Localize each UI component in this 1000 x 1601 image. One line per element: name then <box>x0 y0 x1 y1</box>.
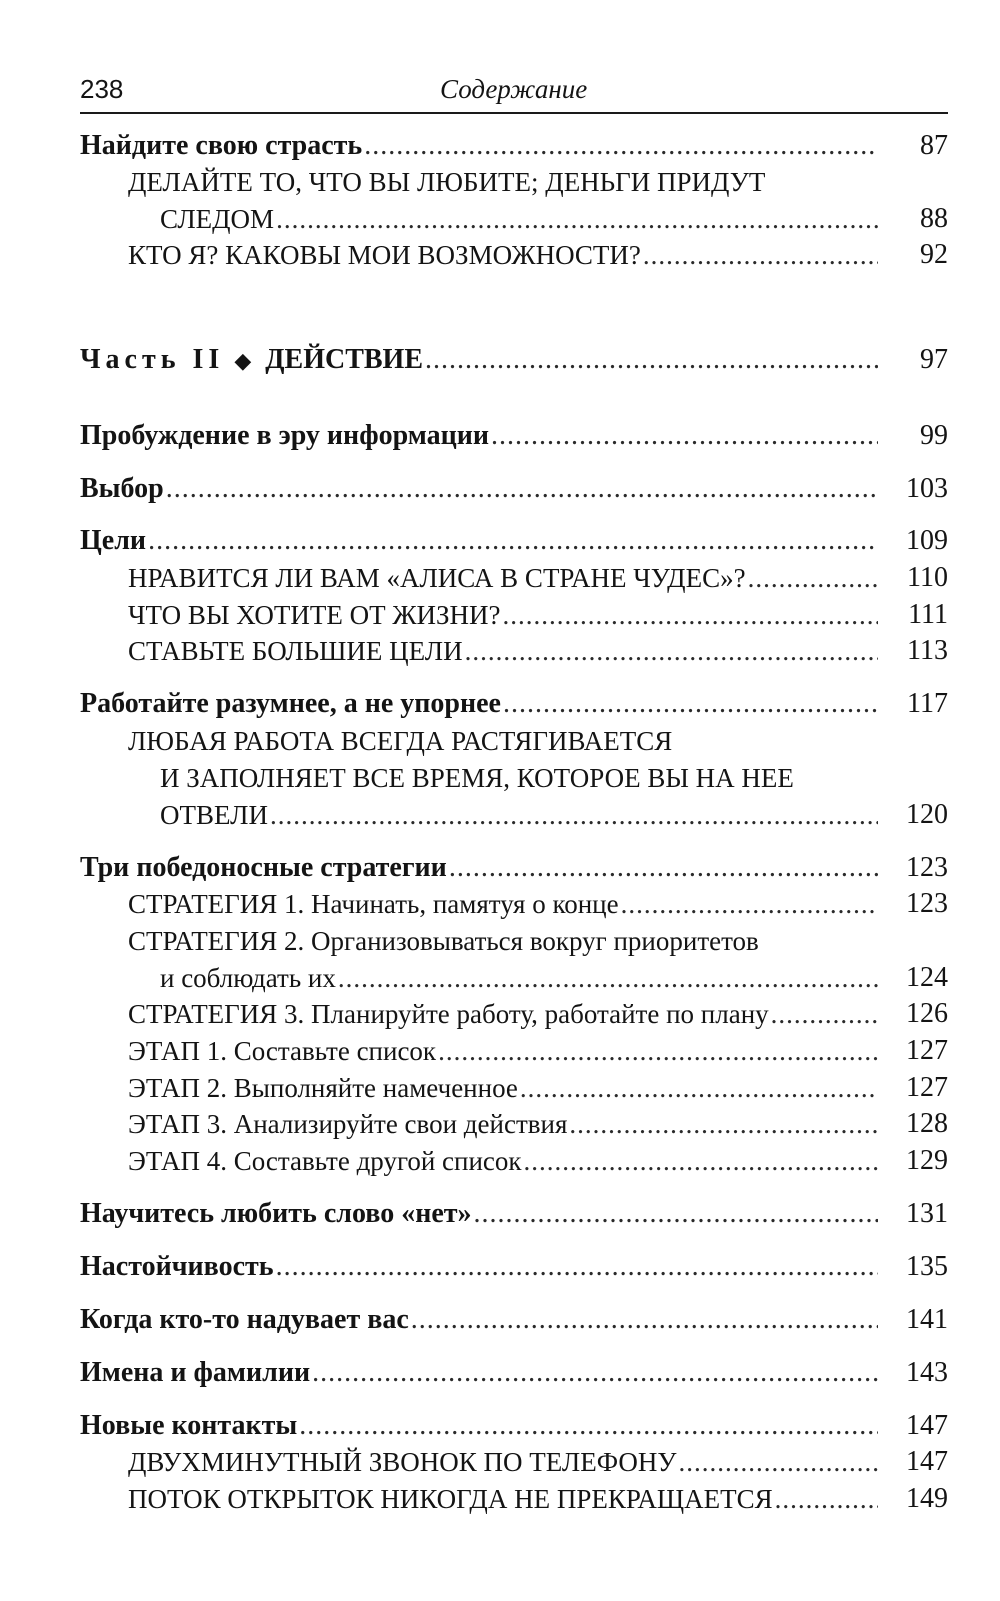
toc-chapter <box>0 1196 1000 1232</box>
toc-entry-label <box>128 996 880 1032</box>
toc-page-number: 88 <box>920 203 948 234</box>
toc-entry-title: ЭТАП 4. Составьте другой список <box>128 1146 522 1176</box>
toc-entry-title: ДЕЛАЙТЕ ТО, ЧТО ВЫ ЛЮБИТЕ; ДЕНЬГИ ПРИДУТ <box>128 167 766 197</box>
dot-leader <box>166 471 878 507</box>
toc-page-number: 113 <box>907 635 948 666</box>
toc-entry-label <box>128 1481 880 1517</box>
toc-entry-title: НРАВИТСЯ ЛИ ВАМ «АЛИСА В СТРАНЕ ЧУДЕС»? <box>128 563 746 593</box>
dot-leader <box>569 1106 878 1142</box>
toc-page-number: 135 <box>906 1251 948 1282</box>
dot-leader <box>438 1033 878 1069</box>
toc-entry-label <box>128 1033 880 1069</box>
toc-page-number: 87 <box>920 130 948 161</box>
toc-page-number: 123 <box>906 852 948 883</box>
toc-entry-label <box>128 1143 880 1179</box>
page-header <box>80 72 948 114</box>
toc-subsection <box>0 1070 1000 1106</box>
toc-page-number: 143 <box>906 1357 948 1388</box>
toc-entry-label <box>128 1444 880 1480</box>
toc-page-number: 120 <box>906 799 948 830</box>
dot-leader <box>503 686 878 722</box>
toc-subsection <box>0 597 1000 633</box>
toc-entry-title: СТАВЬТЕ БОЛЬШИЕ ЦЕЛИ <box>128 636 463 666</box>
toc-entry-label <box>80 1249 880 1285</box>
toc-page-number: 129 <box>906 1145 948 1176</box>
toc-entry-label <box>128 597 880 633</box>
toc-entry-label <box>80 1355 880 1391</box>
dot-leader <box>270 797 878 833</box>
toc-part-heading <box>0 342 1000 378</box>
toc-entry-title: Найдите свою страсть <box>80 130 363 161</box>
toc-entry-label <box>128 923 880 959</box>
dot-leader <box>148 523 878 559</box>
dot-leader <box>621 886 878 922</box>
toc-page-number: 126 <box>906 998 948 1029</box>
dot-leader <box>474 1196 878 1232</box>
toc-entry-title: ЛЮБАЯ РАБОТА ВСЕГДА РАСТЯГИВАЕТСЯ <box>128 726 673 756</box>
toc-subsection <box>0 201 1000 237</box>
toc-page-number: 147 <box>906 1446 948 1477</box>
toc-subsection <box>0 633 1000 669</box>
toc-entry-label <box>128 723 880 759</box>
toc-subsection <box>0 996 1000 1032</box>
part-number: Часть II <box>80 344 225 375</box>
toc-page-number: 127 <box>906 1072 948 1103</box>
toc-entry-label <box>160 760 880 796</box>
toc-chapter <box>0 686 1000 722</box>
toc-entry-label <box>128 1106 880 1142</box>
dot-leader <box>748 560 878 596</box>
toc-chapter <box>0 1302 1000 1338</box>
dot-leader <box>771 996 878 1032</box>
dot-leader <box>276 201 878 237</box>
toc-entry-title: и соблюдать их <box>160 963 336 993</box>
toc-entry-label <box>80 1196 880 1232</box>
toc-entry-label <box>80 1408 880 1444</box>
toc-subsection <box>0 1143 1000 1179</box>
page-number: 238 <box>80 74 124 104</box>
toc-entry-title: СТРАТЕГИЯ 1. Начинать, памятуя о конце <box>128 889 619 919</box>
toc-chapter <box>0 1249 1000 1285</box>
dot-leader <box>520 1070 878 1106</box>
toc-entry-label <box>128 633 880 669</box>
toc-entry-title: И ЗАПОЛНЯЕТ ВСЕ ВРЕМЯ, КОТОРОЕ ВЫ НА НЕЕ <box>160 763 794 793</box>
toc-chapter <box>0 128 1000 164</box>
toc-page-number: 99 <box>920 420 948 451</box>
toc-entry-title: Настойчивость <box>80 1251 274 1282</box>
toc-page-number: 131 <box>906 1198 948 1229</box>
toc-subsection <box>0 1444 1000 1480</box>
toc-subsection <box>0 237 1000 273</box>
toc-subsection <box>0 1033 1000 1069</box>
dot-leader <box>491 418 878 454</box>
toc-entry-title: Когда кто-то надувает вас <box>80 1304 409 1335</box>
dot-leader <box>276 1249 878 1285</box>
toc-entry-title: ПОТОК ОТКРЫТОК НИКОГДА НЕ ПРЕКРАЩАЕТСЯ <box>128 1484 773 1514</box>
toc-entry-title: Цели <box>80 525 147 556</box>
toc-entry-title: Три победоносные стратегии <box>80 852 447 883</box>
toc-entry-label <box>160 797 880 833</box>
toc-subsection <box>0 1481 1000 1517</box>
toc-page-number: 128 <box>906 1108 948 1139</box>
toc-subsection <box>0 797 1000 833</box>
toc-entry-title: ЭТАП 2. Выполняйте намеченное <box>128 1073 518 1103</box>
dot-leader <box>425 342 878 378</box>
toc-page-number: 103 <box>906 473 948 504</box>
toc-entry-label <box>80 686 880 722</box>
toc-page-number: 97 <box>920 344 948 375</box>
toc-page-number: 141 <box>906 1304 948 1335</box>
toc-subsection <box>0 560 1000 596</box>
toc-page-number: 110 <box>907 562 948 593</box>
toc-entry-title: Пробуждение в эру информации <box>80 420 489 451</box>
dot-leader <box>465 633 878 669</box>
toc-entry-title: СТРАТЕГИЯ 2. Организовываться вокруг приоритетов <box>128 926 759 956</box>
toc-subsection <box>0 886 1000 922</box>
toc-entry-label <box>80 1302 880 1338</box>
toc-page-number: 92 <box>920 239 948 270</box>
toc-entry-label <box>80 418 880 454</box>
toc-entry-title: ЭТАП 3. Анализируйте свои действия <box>128 1109 568 1139</box>
toc-page-number: 111 <box>908 599 948 630</box>
toc-entry-title: ДЕЙСТВИЕ <box>265 344 424 375</box>
toc-entry-label <box>128 237 880 273</box>
toc-page-number: 109 <box>906 525 948 556</box>
toc-entry-title: Новые контакты <box>80 1410 298 1441</box>
toc-entry-title: ОТВЕЛИ <box>160 800 268 830</box>
toc-entry-title: СЛЕДОМ <box>160 204 275 234</box>
diamond-ornament-icon: ◆ <box>234 348 252 373</box>
toc-page-number: 149 <box>906 1483 948 1514</box>
toc-page-number: 123 <box>906 888 948 919</box>
running-title: Содержание <box>440 74 588 104</box>
toc-chapter <box>0 418 1000 454</box>
toc-entry-label <box>128 1070 880 1106</box>
dot-leader <box>524 1143 878 1179</box>
toc-entry-title: Работайте разумнее, а не упорнее <box>80 688 501 719</box>
toc-entry-label <box>80 850 880 886</box>
toc-entry-label <box>128 560 880 596</box>
toc-subsection <box>0 723 1000 759</box>
dot-leader <box>364 128 878 164</box>
toc-entry-label <box>128 886 880 922</box>
toc-subsection <box>0 923 1000 959</box>
toc-entry-label <box>80 471 880 507</box>
toc-subsection <box>0 960 1000 996</box>
dot-leader <box>775 1481 878 1517</box>
toc-entry-label <box>128 164 880 200</box>
dot-leader <box>312 1355 878 1391</box>
toc-entry-title: ДВУХМИНУТНЫЙ ЗВОНОК ПО ТЕЛЕФОНУ <box>128 1447 677 1477</box>
dot-leader <box>503 597 878 633</box>
toc-page-number: 124 <box>906 962 948 993</box>
toc-entry-title: КТО Я? КАКОВЫ МОИ ВОЗМОЖНОСТИ? <box>128 240 641 270</box>
toc-chapter <box>0 471 1000 507</box>
toc-chapter <box>0 850 1000 886</box>
dot-leader <box>299 1408 878 1444</box>
toc-entry-title: Научитесь любить слово «нет» <box>80 1198 472 1229</box>
dot-leader <box>449 850 878 886</box>
toc-entry-label <box>160 960 880 996</box>
toc-entry-label <box>80 128 880 164</box>
toc-entry-title: ЭТАП 1. Составьте список <box>128 1036 437 1066</box>
toc-subsection <box>0 1106 1000 1142</box>
toc-chapter <box>0 1408 1000 1444</box>
toc-entry-title: СТРАТЕГИЯ 3. Планируйте работу, работайте по плану <box>128 999 769 1029</box>
toc-page-number: 147 <box>906 1410 948 1441</box>
toc-entry-label <box>80 523 880 559</box>
toc-chapter <box>0 1355 1000 1391</box>
toc-subsection <box>0 760 1000 796</box>
toc-chapter <box>0 523 1000 559</box>
toc-subsection <box>0 164 1000 200</box>
toc-entry-label <box>160 201 880 237</box>
toc-entry-title: Имена и фамилии <box>80 1357 311 1388</box>
dot-leader <box>338 960 878 996</box>
toc-page-number: 127 <box>906 1035 948 1066</box>
dot-leader <box>643 237 878 273</box>
toc-page-number: 117 <box>907 688 948 719</box>
toc-entry-title: Выбор <box>80 473 164 504</box>
dot-leader <box>679 1444 878 1480</box>
toc-entry-label <box>80 342 880 379</box>
toc-entry-title: ЧТО ВЫ ХОТИТЕ ОТ ЖИЗНИ? <box>128 600 501 630</box>
dot-leader <box>411 1302 878 1338</box>
